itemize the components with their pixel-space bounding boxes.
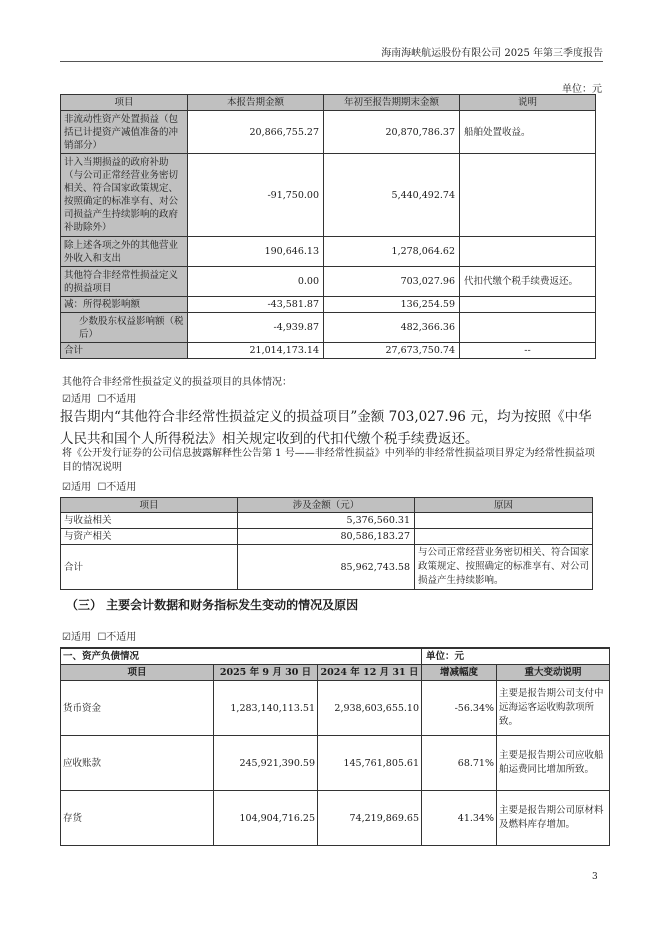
row-note <box>460 297 596 313</box>
balance-sheet-changes-table <box>60 647 610 846</box>
not-applicable-checkbox[interactable]: ☐不适用 <box>97 394 137 405</box>
current-amount: -43,581.87 <box>188 297 324 313</box>
table-total-row <box>61 545 593 590</box>
row-item: 应收账款 <box>61 736 214 791</box>
column-header: 涉及金额（元） <box>238 498 415 513</box>
page-number: 3 <box>592 872 598 882</box>
row-note <box>460 313 596 343</box>
column-header: 项目 <box>61 498 238 513</box>
row-note <box>460 237 596 267</box>
amount: 5,376,560.31 <box>238 513 415 529</box>
table-header-row <box>61 498 593 513</box>
table-row <box>61 313 596 343</box>
ytd-amount: 482,366.36 <box>324 313 460 343</box>
row-item: 合计 <box>61 545 238 590</box>
ytd-amount: 5,440,492.74 <box>324 154 460 237</box>
column-header: 2024 年 12 月 31 日 <box>318 665 422 681</box>
row-note: -- <box>460 343 596 359</box>
table-row <box>61 111 596 154</box>
ytd-amount: 27,673,750.74 <box>324 343 460 359</box>
value-2024: 2,938,603,655.10 <box>318 681 422 736</box>
value-2024: 74,219,869.65 <box>318 791 422 846</box>
section-label: 一、资产负债情况 <box>61 648 422 665</box>
table-header-row <box>61 665 610 681</box>
row-note <box>460 154 596 237</box>
unit-label: 单位：元 <box>562 84 602 95</box>
row-item: 与资产相关 <box>61 529 238 545</box>
current-amount: 21,014,173.14 <box>188 343 324 359</box>
table-row <box>61 154 596 237</box>
change-reason: 主要是报告期公司支付中远海运客运收购款项所致。 <box>497 681 610 736</box>
column-header: 项目 <box>61 95 188 111</box>
change-rate: -56.34% <box>422 681 497 736</box>
value-2025: 104,904,716.25 <box>214 791 318 846</box>
table-row <box>61 267 596 297</box>
table-row <box>61 529 593 545</box>
row-item: 非流动性资产处置损益（包括已计提资产减值准备的冲销部分） <box>61 111 188 154</box>
value-2024: 145,761,805.61 <box>318 736 422 791</box>
applicability-checkboxes <box>62 628 136 643</box>
row-item: 少数股东权益影响额（税后） <box>61 313 188 343</box>
row-item: 除上述各项之外的其他营业外收入和支出 <box>61 237 188 267</box>
current-amount: -91,750.00 <box>188 154 324 237</box>
table-row <box>61 791 610 846</box>
row-item: 存货 <box>61 791 214 846</box>
not-applicable-checkbox[interactable]: ☐不适用 <box>97 482 137 493</box>
row-item: 计入当期损益的政府补助（与公司正常经营业务密切相关、符合国家政策规定、按照确定的标准享有、对公司损益产生持续影响的政府补助除外） <box>61 154 188 237</box>
row-note: 船舶处置收益。 <box>460 111 596 154</box>
row-item: 合计 <box>61 343 188 359</box>
change-rate: 41.34% <box>422 791 497 846</box>
page-header: 海南海峡航运股份有限公司 2025 年第三季度报告 <box>381 48 603 59</box>
row-item: 货币资金 <box>61 681 214 736</box>
other-items-paragraph: 报告期内“其他符合非经常性损益定义的损益项目”金额 703,027.96 元，均为按照《中华人民共和国个人所得税法》相关规定收到的代扣代缴个税手续费返还。 <box>60 409 592 447</box>
table-section-row <box>61 648 610 665</box>
amount: 85,962,743.58 <box>238 545 415 590</box>
row-item: 减：所得税影响额 <box>61 297 188 313</box>
ytd-amount: 1,278,064.62 <box>324 237 460 267</box>
change-rate: 68.71% <box>422 736 497 791</box>
ytd-amount: 703,027.96 <box>324 267 460 297</box>
ytd-amount: 20,870,786.37 <box>324 111 460 154</box>
current-amount: 0.00 <box>188 267 324 297</box>
applicable-checkbox[interactable]: ☑适用 <box>62 482 91 493</box>
column-header: 项目 <box>61 665 214 681</box>
row-note: 代扣代缴个税手续费返还。 <box>460 267 596 297</box>
not-applicable-checkbox[interactable]: ☐不适用 <box>97 632 137 643</box>
change-reason: 主要是报告期公司原材料及燃料库存增加。 <box>497 791 610 846</box>
applicability-checkboxes <box>62 478 136 493</box>
column-header: 增减幅度 <box>422 665 497 681</box>
row-reason: 与公司正常经营业务密切相关、符合国家政策规定、按照确定的标准享有、对公司损益产生持续影响。 <box>415 545 593 590</box>
header-divider <box>60 61 603 62</box>
table-row <box>61 297 596 313</box>
column-header: 年初至报告期期末金额 <box>324 95 460 111</box>
column-header: 说明 <box>460 95 596 111</box>
reclassified-items-table <box>60 497 593 590</box>
non-recurring-items-table <box>60 94 596 359</box>
value-2025: 245,921,390.59 <box>214 736 318 791</box>
other-items-caption: 其他符合非经常性损益定义的损益项目的具体情况： <box>62 377 292 388</box>
applicable-checkbox[interactable]: ☑适用 <box>62 632 91 643</box>
ytd-amount: 136,254.59 <box>324 297 460 313</box>
amount: 80,586,183.27 <box>238 529 415 545</box>
value-2025: 1,283,140,113.51 <box>214 681 318 736</box>
current-amount: 190,646.13 <box>188 237 324 267</box>
section-heading: （三） 主要会计数据和财务指标发生变动的情况及原因 <box>66 598 359 612</box>
table-row <box>61 681 610 736</box>
current-amount: -4,939.87 <box>188 313 324 343</box>
table-header-row <box>61 95 596 111</box>
table-row <box>61 513 593 529</box>
column-header: 2025 年 9 月 30 日 <box>214 665 318 681</box>
row-reason <box>415 529 593 545</box>
table-row <box>61 736 610 791</box>
table-row <box>61 237 596 267</box>
table-total-row <box>61 343 596 359</box>
unit-label: 单位：元 <box>422 648 610 665</box>
column-header: 本报告期金额 <box>188 95 324 111</box>
row-item: 与收益相关 <box>61 513 238 529</box>
column-header: 原因 <box>415 498 593 513</box>
row-reason <box>415 513 593 529</box>
row-item: 其他符合非经常性损益定义的损益项目 <box>61 267 188 297</box>
column-header: 重大变动说明 <box>497 665 610 681</box>
applicable-checkbox[interactable]: ☑适用 <box>62 394 91 405</box>
change-reason: 主要是报告期公司应收船舶运费同比增加所致。 <box>497 736 610 791</box>
applicability-checkboxes <box>62 390 136 405</box>
current-amount: 20,866,755.27 <box>188 111 324 154</box>
reclassification-note: 将《公开发行证券的公司信息披露解释性公告第 1 号——非经常性损益》中列举的非经常性损益项目界定为经常性损益项目的情况说明 <box>62 448 595 473</box>
